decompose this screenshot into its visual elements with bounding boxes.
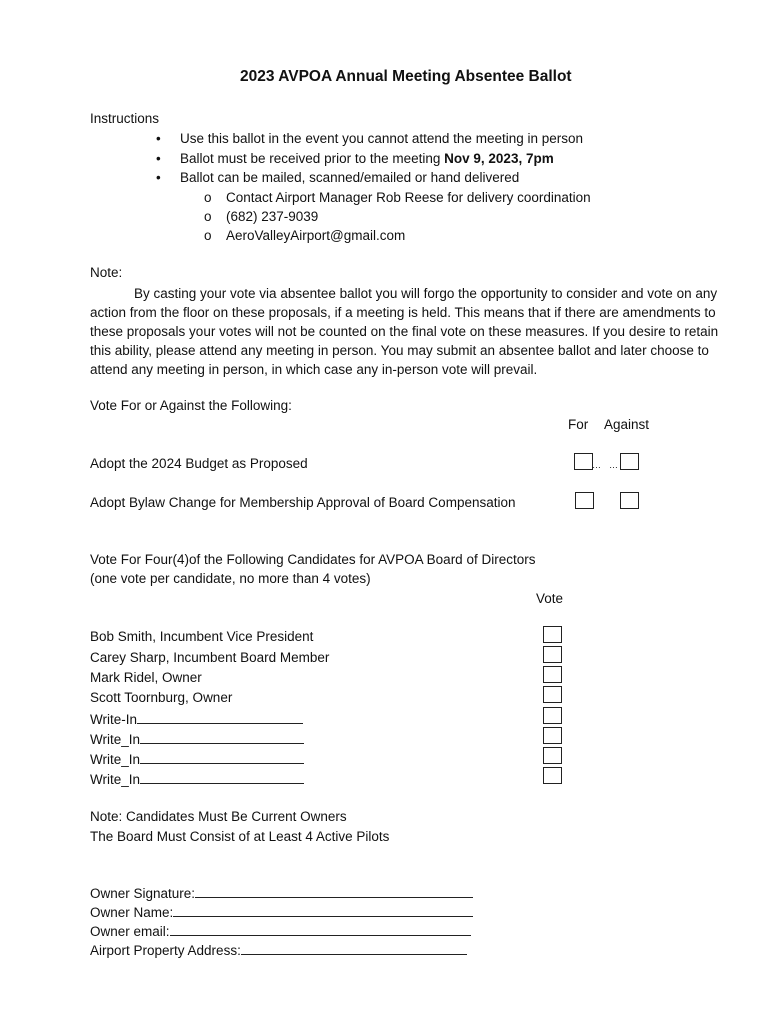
proposals-heading: Vote For or Against the Following: (90, 398, 292, 413)
write-in-2-label: Write_In (90, 732, 141, 747)
instructions-heading: Instructions (90, 111, 160, 126)
owner-email-line[interactable] (170, 923, 471, 936)
property-address-label: Airport Property Address: (90, 943, 241, 958)
owner-name-line[interactable] (173, 904, 473, 917)
note-heading: Note: (90, 265, 123, 280)
proposal-budget: Adopt the 2024 Budget as Proposed (90, 456, 308, 471)
candidate-4: Scott Toornburg, Owner (90, 690, 233, 705)
instruction-sub-1: o Contact Airport Manager Rob Reese for delivery coordination (226, 190, 591, 205)
write-in-3-line[interactable] (140, 751, 304, 764)
candidate-3-checkbox[interactable] (543, 666, 562, 683)
write-in-1 (90, 711, 303, 727)
owner-name-label: Owner Name: (90, 905, 174, 920)
instruction-bullet-1: • Use this ballot in the event you cannot attend the meeting in person (180, 131, 583, 146)
budget-dots-2: … (609, 460, 618, 470)
write-in-3-checkbox[interactable] (543, 747, 562, 764)
note-paragraph (90, 284, 730, 379)
write-in-4-checkbox[interactable] (543, 767, 562, 784)
bylaw-against-checkbox[interactable] (620, 492, 639, 509)
write-in-2-line[interactable] (140, 731, 304, 744)
write-in-2-checkbox[interactable] (543, 727, 562, 744)
column-for: For (568, 417, 589, 432)
footer-note-1: Note: Candidates Must Be Current Owners (90, 809, 347, 824)
candidate-2: Carey Sharp, Incumbent Board Member (90, 650, 330, 665)
property-address-line[interactable] (241, 942, 467, 955)
write-in-4-label: Write_In (90, 772, 141, 787)
budget-dots-1: … (592, 460, 601, 470)
note-body: By casting your vote via absentee ballot you will forgo the opportunity to consider and vote on any action from the floor on these proposals, if a meeting is held. This means that if there are amendments to these proposals your votes will not be counted on the final vote on these measures. If you desire to retain this ability, please attend any meeting in person. You may submit an absentee ballot and later choose to attend any meeting in person, in which case any in-person vote will prevail. (90, 286, 719, 377)
candidates-subheading: (one vote per candidate, no more than 4 votes) (90, 571, 371, 586)
write-in-4-line[interactable] (140, 771, 304, 784)
write-in-1-checkbox[interactable] (543, 707, 562, 724)
budget-against-checkbox[interactable] (620, 453, 639, 470)
property-address-row (90, 942, 467, 958)
footer-note-2: The Board Must Consist of at Least 4 Active Pilots (90, 829, 390, 844)
write-in-4 (90, 771, 304, 787)
budget-for-checkbox[interactable] (574, 453, 593, 470)
proposal-bylaw: Adopt Bylaw Change for Membership Approval of Board Compensation (90, 495, 516, 510)
write-in-3 (90, 751, 304, 767)
bylaw-for-checkbox[interactable] (575, 492, 594, 509)
candidate-3: Mark Ridel, Owner (90, 670, 202, 685)
instruction-bullet-2-text: Ballot must be received prior to the meeting (180, 151, 441, 166)
write-in-1-line[interactable] (137, 711, 303, 724)
instruction-bullet-2 (180, 151, 554, 166)
write-in-1-label: Write-In (90, 712, 138, 727)
candidate-4-checkbox[interactable] (543, 686, 562, 703)
instruction-sub-3: o AeroValleyAirport@gmail.com (226, 228, 405, 243)
candidates-heading: Vote For Four(4)of the Following Candidates for AVPOA Board of Directors (90, 552, 536, 567)
owner-signature-label: Owner Signature: (90, 886, 196, 901)
owner-email-label: Owner email: (90, 924, 170, 939)
candidate-1: Bob Smith, Incumbent Vice President (90, 629, 314, 644)
instruction-bullet-3: • Ballot can be mailed, scanned/emailed or hand delivered (180, 170, 519, 185)
column-against: Against (604, 417, 650, 432)
candidate-2-checkbox[interactable] (543, 646, 562, 663)
owner-signature-row (90, 885, 473, 901)
instruction-sub-2: o (682) 237-9039 (226, 209, 318, 224)
owner-signature-line[interactable] (195, 885, 473, 898)
meeting-date: Nov 9, 2023, 7pm (444, 151, 554, 166)
owner-name-row (90, 904, 473, 920)
write-in-3-label: Write_In (90, 752, 141, 767)
write-in-2 (90, 731, 304, 747)
owner-email-row (90, 923, 471, 939)
candidate-1-checkbox[interactable] (543, 626, 562, 643)
ballot-title: 2023 AVPOA Annual Meeting Absentee Ballot (240, 68, 572, 85)
column-vote: Vote (536, 591, 564, 606)
